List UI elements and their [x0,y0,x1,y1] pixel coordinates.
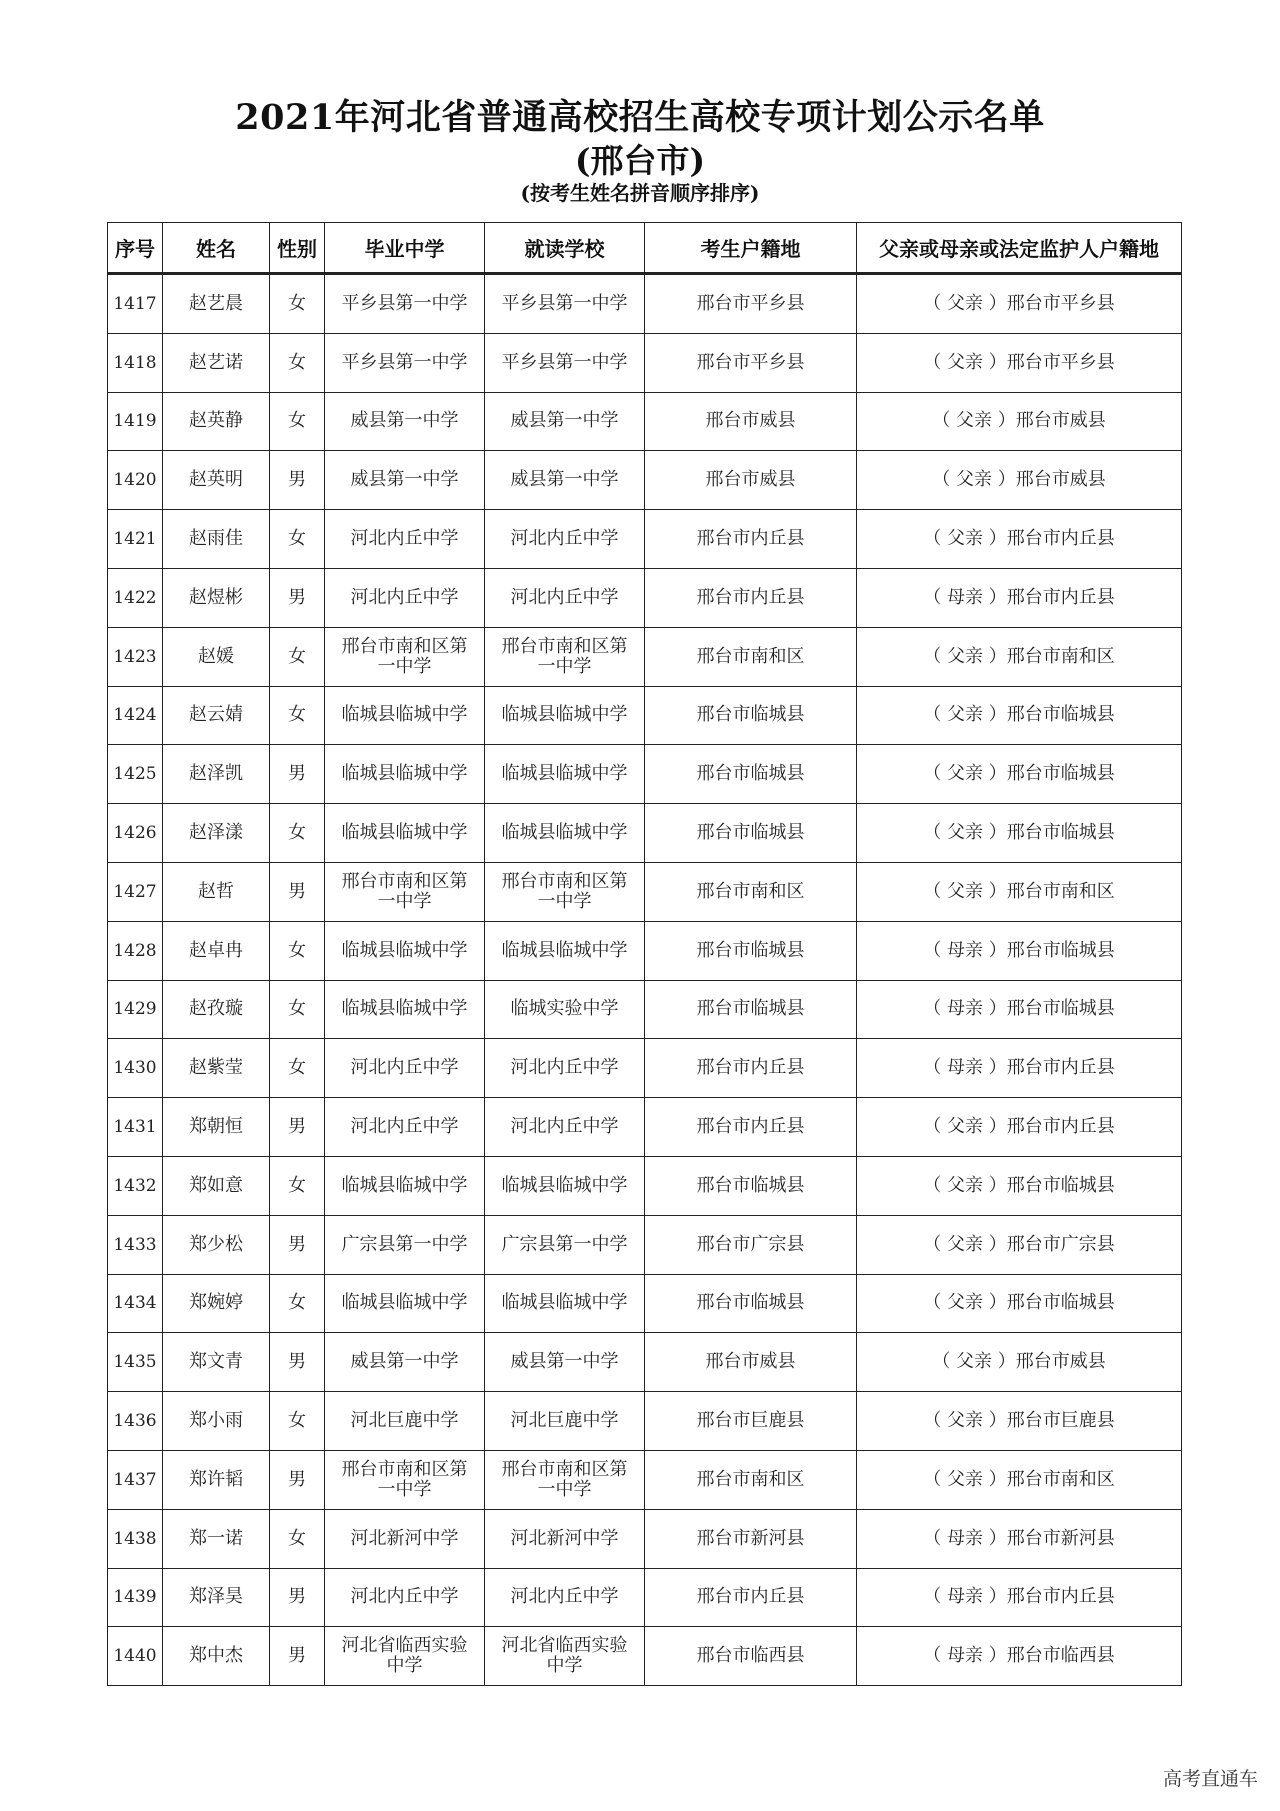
cell-current-school: 临城县临城中学 [485,804,645,863]
cell-gender: 女 [270,1156,325,1215]
table-row [108,274,1182,334]
cell-residence: 邢台市新河县 [645,1509,857,1568]
cell-guardian-residence: （ 父亲 ）邢台市南和区 [857,862,1182,921]
cell-seq: 1428 [108,921,163,980]
cell-guardian-residence: （ 父亲 ）邢台市巨鹿县 [857,1392,1182,1451]
cell-seq: 1424 [108,686,163,745]
cell-grad-school: 河北巨鹿中学 [325,1392,485,1451]
table-row [108,1627,1182,1686]
cell-seq: 1436 [108,1392,163,1451]
cell-guardian-residence: （ 母亲 ）邢台市内丘县 [857,568,1182,627]
cell-residence: 邢台市南和区 [645,627,857,686]
cell-current-school: 临城县临城中学 [485,921,645,980]
cell-seq: 1437 [108,1450,163,1509]
cell-residence: 邢台市威县 [645,392,857,451]
cell-seq: 1426 [108,804,163,863]
cell-residence: 邢台市威县 [645,451,857,510]
cell-grad-school: 广宗县第一中学 [325,1215,485,1274]
cell-guardian-residence: （ 母亲 ）邢台市临城县 [857,921,1182,980]
cell-name: 赵艺晨 [163,274,270,334]
watermark-text: 高考直通车 [1162,1768,1258,1790]
cell-guardian-residence: （ 父亲 ）邢台市威县 [857,1333,1182,1392]
cell-current-school: 广宗县第一中学 [485,1215,645,1274]
table-row [108,451,1182,510]
cell-seq: 1430 [108,1039,163,1098]
cell-name: 赵雨佳 [163,510,270,569]
cell-residence: 邢台市内丘县 [645,510,857,569]
cell-residence: 邢台市临西县 [645,1627,857,1686]
cell-name: 赵煜彬 [163,568,270,627]
roster-body [108,274,1182,1686]
cell-current-school: 临城县临城中学 [485,686,645,745]
cell-seq: 1420 [108,451,163,510]
cell-current-school: 河北新河中学 [485,1509,645,1568]
cell-residence: 邢台市临城县 [645,1156,857,1215]
cell-residence: 邢台市巨鹿县 [645,1392,857,1451]
table-row [108,862,1182,921]
cell-grad-school: 河北新河中学 [325,1509,485,1568]
cell-gender: 女 [270,1509,325,1568]
cell-name: 赵哲 [163,862,270,921]
cell-guardian-residence: （ 父亲 ）邢台市临城县 [857,1156,1182,1215]
cell-gender: 女 [270,980,325,1039]
cell-guardian-residence: （ 父亲 ）邢台市临城县 [857,745,1182,804]
cell-name: 赵云婧 [163,686,270,745]
cell-guardian-residence: （ 父亲 ）邢台市威县 [857,392,1182,451]
cell-gender: 女 [270,392,325,451]
cell-residence: 邢台市广宗县 [645,1215,857,1274]
cell-guardian-residence: （ 父亲 ）邢台市平乡县 [857,274,1182,334]
cell-gender: 男 [270,568,325,627]
table-row [108,1156,1182,1215]
cell-guardian-residence: （ 父亲 ）邢台市临城县 [857,804,1182,863]
cell-seq: 1425 [108,745,163,804]
cell-current-school: 邢台市南和区第一中学 [485,627,645,686]
cell-residence: 邢台市临城县 [645,1274,857,1333]
cell-grad-school: 邢台市南和区第一中学 [325,1450,485,1509]
cell-name: 赵媛 [163,627,270,686]
cell-grad-school: 邢台市南和区第一中学 [325,627,485,686]
cell-current-school: 平乡县第一中学 [485,274,645,334]
cell-gender: 男 [270,745,325,804]
cell-current-school: 威县第一中学 [485,392,645,451]
cell-residence: 邢台市平乡县 [645,274,857,334]
cell-name: 郑少松 [163,1215,270,1274]
cell-seq: 1417 [108,274,163,334]
cell-grad-school: 河北内丘中学 [325,1039,485,1098]
cell-guardian-residence: （ 母亲 ）邢台市内丘县 [857,1039,1182,1098]
table-row [108,333,1182,392]
cell-name: 郑一诺 [163,1509,270,1568]
cell-guardian-residence: （ 父亲 ）邢台市平乡县 [857,333,1182,392]
document-subtitle: (邢台市) [574,141,706,180]
cell-name: 赵艺诺 [163,333,270,392]
cell-guardian-residence: （ 母亲 ）邢台市临西县 [857,1627,1182,1686]
cell-seq: 1421 [108,510,163,569]
column-header-gender: 性别 [270,223,325,274]
table-row [108,921,1182,980]
table-row [108,1568,1182,1627]
cell-residence: 邢台市内丘县 [645,1098,857,1157]
table-row [108,1274,1182,1333]
column-header-residence: 考生户籍地 [645,223,857,274]
cell-name: 郑婉婷 [163,1274,270,1333]
column-header-guardian-residence: 父亲或母亲或法定监护人户籍地 [857,223,1182,274]
cell-grad-school: 河北内丘中学 [325,568,485,627]
column-header-name: 姓名 [163,223,270,274]
cell-seq: 1432 [108,1156,163,1215]
cell-gender: 男 [270,1333,325,1392]
cell-seq: 1429 [108,980,163,1039]
cell-gender: 男 [270,1627,325,1686]
column-header-current-school: 就读学校 [485,223,645,274]
cell-grad-school: 临城县临城中学 [325,686,485,745]
cell-grad-school: 临城县临城中学 [325,804,485,863]
cell-seq: 1439 [108,1568,163,1627]
cell-seq: 1433 [108,1215,163,1274]
cell-name: 赵英明 [163,451,270,510]
cell-seq: 1423 [108,627,163,686]
cell-residence: 邢台市临城县 [645,980,857,1039]
cell-name: 赵孜璇 [163,980,270,1039]
cell-seq: 1418 [108,333,163,392]
cell-gender: 女 [270,333,325,392]
cell-gender: 女 [270,921,325,980]
cell-name: 赵英静 [163,392,270,451]
cell-current-school: 威县第一中学 [485,1333,645,1392]
cell-residence: 邢台市威县 [645,1333,857,1392]
cell-guardian-residence: （ 父亲 ）邢台市内丘县 [857,510,1182,569]
cell-seq: 1422 [108,568,163,627]
cell-gender: 女 [270,510,325,569]
cell-seq: 1435 [108,1333,163,1392]
cell-gender: 女 [270,804,325,863]
header-row [108,223,1182,274]
cell-gender: 男 [270,1568,325,1627]
cell-name: 赵卓冉 [163,921,270,980]
table-row [108,1039,1182,1098]
cell-current-school: 河北省临西实验中学 [485,1627,645,1686]
cell-gender: 女 [270,1392,325,1451]
table-row [108,1098,1182,1157]
cell-grad-school: 临城县临城中学 [325,980,485,1039]
table-row [108,980,1182,1039]
cell-guardian-residence: （ 父亲 ）邢台市威县 [857,451,1182,510]
cell-current-school: 平乡县第一中学 [485,333,645,392]
table-row [108,568,1182,627]
cell-current-school: 邢台市南和区第一中学 [485,862,645,921]
cell-grad-school: 临城县临城中学 [325,1274,485,1333]
cell-gender: 女 [270,686,325,745]
column-header-seq: 序号 [108,223,163,274]
cell-residence: 邢台市内丘县 [645,1039,857,1098]
cell-gender: 女 [270,1039,325,1098]
cell-current-school: 邢台市南和区第一中学 [485,1450,645,1509]
cell-gender: 女 [270,274,325,334]
cell-grad-school: 威县第一中学 [325,1333,485,1392]
cell-name: 赵紫莹 [163,1039,270,1098]
sort-note: (按考生姓名拼音顺序排序) [520,181,760,205]
table-row [108,686,1182,745]
cell-name: 郑许韬 [163,1450,270,1509]
cell-residence: 邢台市临城县 [645,921,857,980]
cell-guardian-residence: （ 母亲 ）邢台市临城县 [857,980,1182,1039]
cell-grad-school: 临城县临城中学 [325,1156,485,1215]
cell-current-school: 河北内丘中学 [485,1039,645,1098]
cell-guardian-residence: （ 父亲 ）邢台市临城县 [857,1274,1182,1333]
cell-residence: 邢台市临城县 [645,804,857,863]
cell-current-school: 河北内丘中学 [485,1098,645,1157]
cell-residence: 邢台市南和区 [645,862,857,921]
cell-gender: 男 [270,1215,325,1274]
cell-guardian-residence: （ 父亲 ）邢台市南和区 [857,1450,1182,1509]
cell-name: 赵泽漾 [163,804,270,863]
cell-guardian-residence: （ 父亲 ）邢台市内丘县 [857,1098,1182,1157]
cell-grad-school: 河北内丘中学 [325,510,485,569]
cell-grad-school: 河北内丘中学 [325,1098,485,1157]
cell-name: 郑小雨 [163,1392,270,1451]
cell-seq: 1427 [108,862,163,921]
cell-name: 郑如意 [163,1156,270,1215]
table-row [108,1333,1182,1392]
cell-residence: 邢台市内丘县 [645,568,857,627]
cell-name: 郑中杰 [163,1627,270,1686]
roster-table [107,222,1182,1686]
table-row [108,804,1182,863]
table-row [108,745,1182,804]
cell-name: 郑泽昊 [163,1568,270,1627]
table-row [108,1509,1182,1568]
cell-current-school: 威县第一中学 [485,451,645,510]
table-row [108,1215,1182,1274]
cell-guardian-residence: （ 母亲 ）邢台市内丘县 [857,1568,1182,1627]
cell-grad-school: 威县第一中学 [325,392,485,451]
cell-guardian-residence: （ 父亲 ）邢台市南和区 [857,627,1182,686]
cell-guardian-residence: （ 母亲 ）邢台市新河县 [857,1509,1182,1568]
cell-gender: 男 [270,1098,325,1157]
cell-residence: 邢台市临城县 [645,686,857,745]
cell-current-school: 临城县临城中学 [485,745,645,804]
cell-guardian-residence: （ 父亲 ）邢台市广宗县 [857,1215,1182,1274]
cell-gender: 男 [270,1450,325,1509]
cell-gender: 男 [270,862,325,921]
cell-grad-school: 临城县临城中学 [325,921,485,980]
cell-residence: 邢台市临城县 [645,745,857,804]
table-row [108,392,1182,451]
cell-seq: 1438 [108,1509,163,1568]
cell-current-school: 临城县临城中学 [485,1274,645,1333]
cell-seq: 1440 [108,1627,163,1686]
cell-current-school: 临城县临城中学 [485,1156,645,1215]
column-header-grad-school: 毕业中学 [325,223,485,274]
cell-name: 郑文青 [163,1333,270,1392]
cell-current-school: 临城实验中学 [485,980,645,1039]
cell-seq: 1434 [108,1274,163,1333]
cell-gender: 女 [270,1274,325,1333]
table-row [108,627,1182,686]
cell-residence: 邢台市平乡县 [645,333,857,392]
table-row [108,1450,1182,1509]
cell-name: 郑朝恒 [163,1098,270,1157]
cell-seq: 1431 [108,1098,163,1157]
cell-current-school: 河北巨鹿中学 [485,1392,645,1451]
cell-guardian-residence: （ 父亲 ）邢台市临城县 [857,686,1182,745]
cell-grad-school: 威县第一中学 [325,451,485,510]
cell-grad-school: 平乡县第一中学 [325,274,485,334]
cell-seq: 1419 [108,392,163,451]
cell-grad-school: 临城县临城中学 [325,745,485,804]
cell-gender: 女 [270,627,325,686]
table-row [108,510,1182,569]
cell-grad-school: 河北省临西实验中学 [325,1627,485,1686]
cell-name: 赵泽凯 [163,745,270,804]
cell-grad-school: 平乡县第一中学 [325,333,485,392]
cell-grad-school: 河北内丘中学 [325,1568,485,1627]
cell-gender: 男 [270,451,325,510]
cell-residence: 邢台市内丘县 [645,1568,857,1627]
cell-current-school: 河北内丘中学 [485,568,645,627]
cell-current-school: 河北内丘中学 [485,1568,645,1627]
cell-current-school: 河北内丘中学 [485,510,645,569]
cell-residence: 邢台市南和区 [645,1450,857,1509]
table-row [108,1392,1182,1451]
cell-grad-school: 邢台市南和区第一中学 [325,862,485,921]
document-title: 2021年河北省普通高校招生高校专项计划公示名单 [235,97,1045,138]
